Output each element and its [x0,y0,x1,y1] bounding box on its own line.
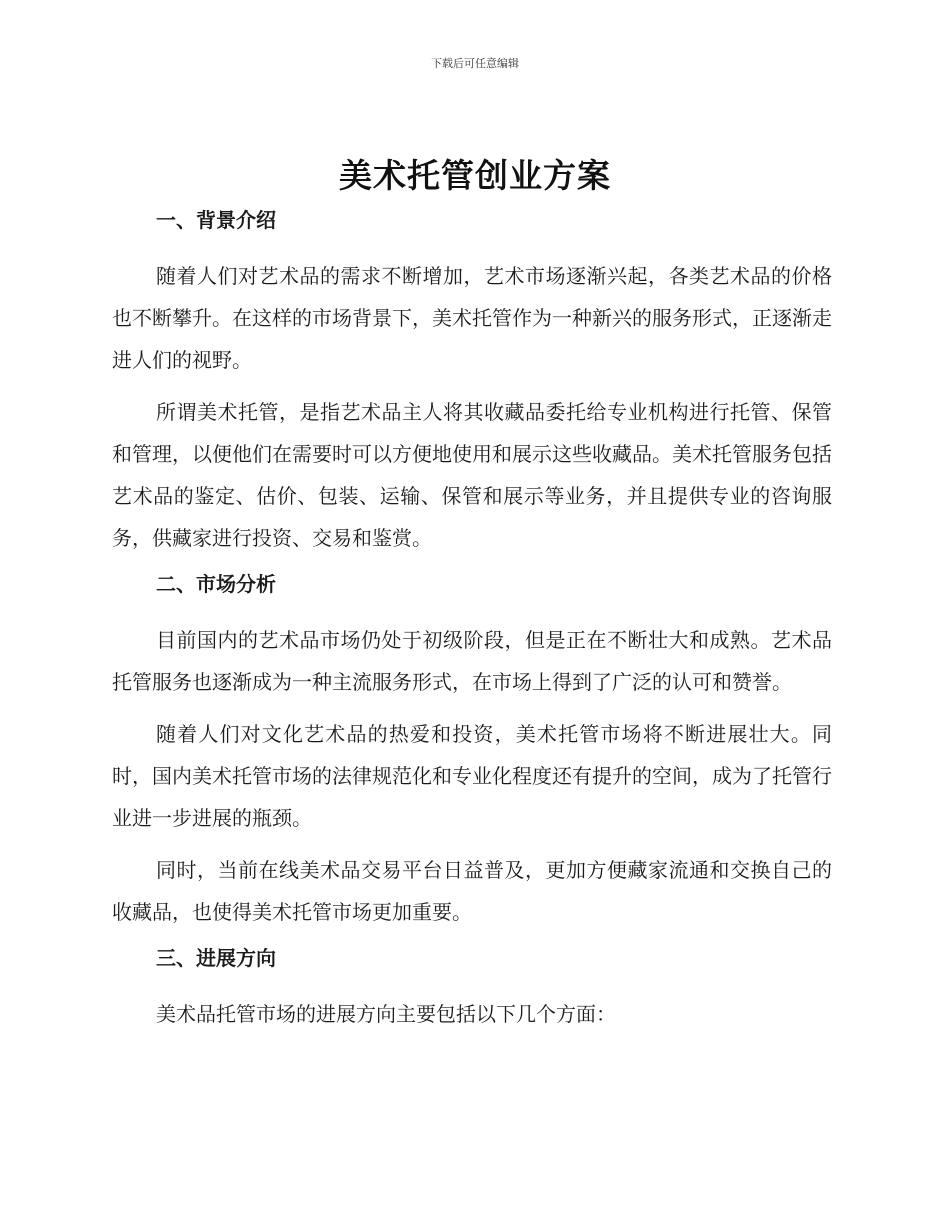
document-body [112,205,832,1035]
section-heading-market: 二、市场分析 [156,572,276,596]
paragraph: 同时，当前在线美术品交易平台日益普及，更加方便藏家流通和交换自己的收藏品，也使得美术托管市场更加重要。 [112,858,832,924]
paragraph: 随着人们对艺术品的需求不断增加，艺术市场逐渐兴起，各类艺术品的价格也不断攀升。在这样的市场背景下，美术托管作为一种新兴的服务形式，正逐渐走进人们的视野。 [112,264,832,372]
paragraph: 所谓美术托管，是指艺术品主人将其收藏品委托给专业机构进行托管、保管和管理，以便他们在需要时可以方便地使用和展示这些收藏品。美术托管服务包括艺术品的鉴定、估价、包装、运输、保管和展示等业务，并且提供专业的咨询服务，供藏家进行投资、交易和鉴赏。 [112,400,832,550]
document-title: 美术托管创业方案 [339,156,611,195]
paragraph: 美术品托管市场的进展方向主要包括以下几个方面： [156,1002,616,1026]
section-heading-direction: 三、进展方向 [156,946,276,970]
paragraph: 随着人们对文化艺术品的热爱和投资，美术托管市场将不断进展壮大。同时，国内美术托管市场的法律规范化和专业化程度还有提升的空间，成为了托管行业进一步进展的瓶颈。 [112,722,832,830]
section-heading-background: 一、背景介绍 [156,208,276,232]
paragraph: 目前国内的艺术品市场仍处于初级阶段，但是正在不断壮大和成熟。艺术品托管服务也逐渐成为一种主流服务形式，在市场上得到了广泛的认可和赞誉。 [112,628,832,694]
header-note: 下载后可任意编辑 [431,57,519,70]
